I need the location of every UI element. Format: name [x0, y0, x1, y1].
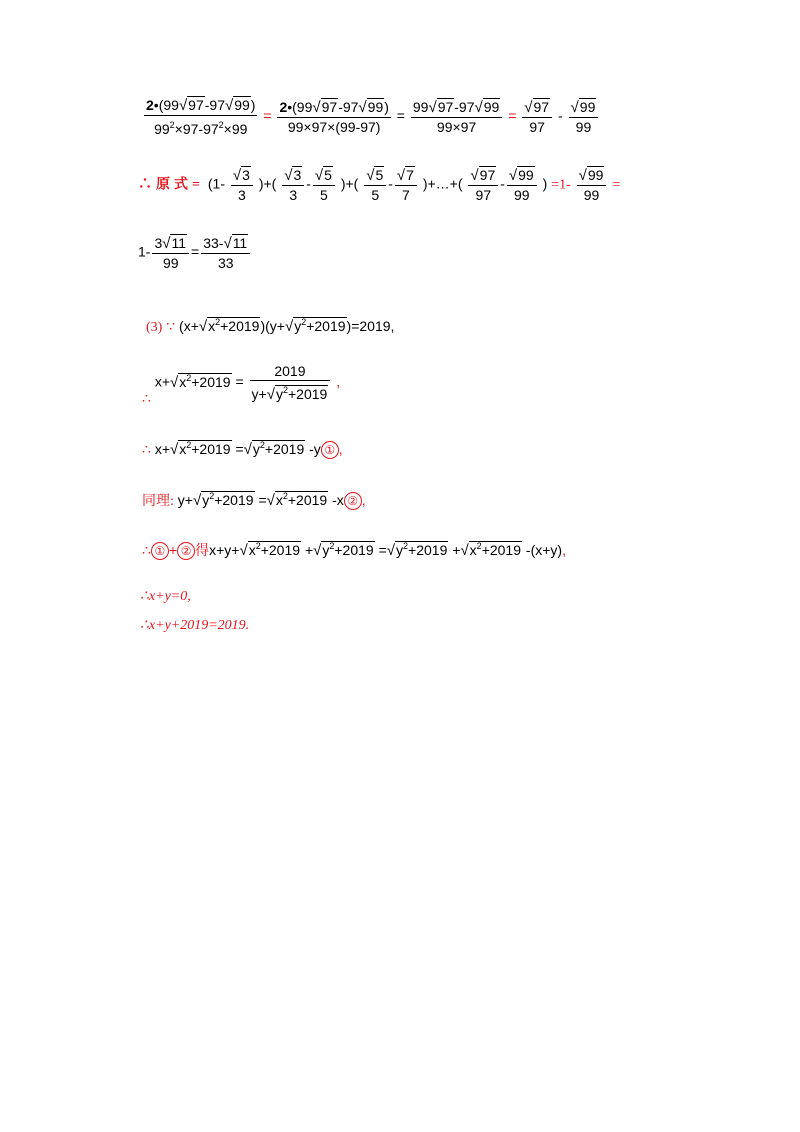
step2: ∴ $x+√x^2+2019 =√y^2+2019$ -y ① , — [142, 440, 343, 458]
original-expression-label: ∴原式= — [138, 177, 204, 193]
equals: = — [508, 107, 517, 124]
part3-statement: (3) ∵ $(x+√x^2+2019)(y+√y^2+2019)=2019$, — [146, 317, 395, 335]
step1: ∴ $x+√x^2+2019$ = $\frac{2019}{y+√y^2+2019}$ , — [142, 363, 341, 406]
step4: ∴ ① + ② 得$x+y+√x^2+2019 +√y^2+2019 =√y^2+2019 +√x^2+2019$ -(x+y), — [142, 541, 566, 559]
step3: 同理: $y+√y^2+2019 =√x^2+2019$ -x ② , — [142, 491, 366, 509]
fraction-4: $\frac{√97}{97}$ — [522, 98, 552, 136]
step6: ∴x+y+2019=2019. — [140, 618, 250, 633]
row1: $\frac{2•(99√97-97√99)}{99^2\times 97-97^2\times 99}$ = $\frac{2•(99√97-97√99)}{99\times 97\times(99-97)}$ = $\frac{99√97-97√99}{99\times 97}$ = $\frac{√97}{97}$ - $\frac{√99}{99}$ — [142, 96, 600, 138]
mark-2: ② — [344, 492, 362, 510]
equals: = — [263, 107, 272, 124]
fraction-5: $\frac{√99}{99}$ — [569, 98, 599, 136]
row3: 1- $\frac{3√11}{99}$ = $\frac{33-√11}{33}$ — [138, 234, 252, 272]
fraction-3: $\frac{99√97-97√99}{99\times 97}$ — [411, 98, 502, 136]
fraction-2: $\frac{2•(99√97-97√99)}{99\times 97\times(99-97)}$ — [279, 99, 389, 135]
row2: ∴原式= (1- $\frac{√3}{3}$ )+( $\frac{√3}{3}$ - $\frac{√5}{5}$ )+( $\frac{√5}{5}$ - $\frac{√7}{7}$ )+…+( $\frac{√97}{97}$ - $\frac{√99}{99}$ ) =1- $\frac{√99}{99}$ = — [138, 167, 621, 203]
mark-1: ① — [321, 441, 339, 459]
fraction-1: $\frac{2•(99√97-97√99)}{99^2\times 97-97^2\times 99}$ — [146, 97, 256, 137]
equals: = — [396, 107, 405, 124]
step5: ∴x+y=0, — [140, 589, 191, 604]
